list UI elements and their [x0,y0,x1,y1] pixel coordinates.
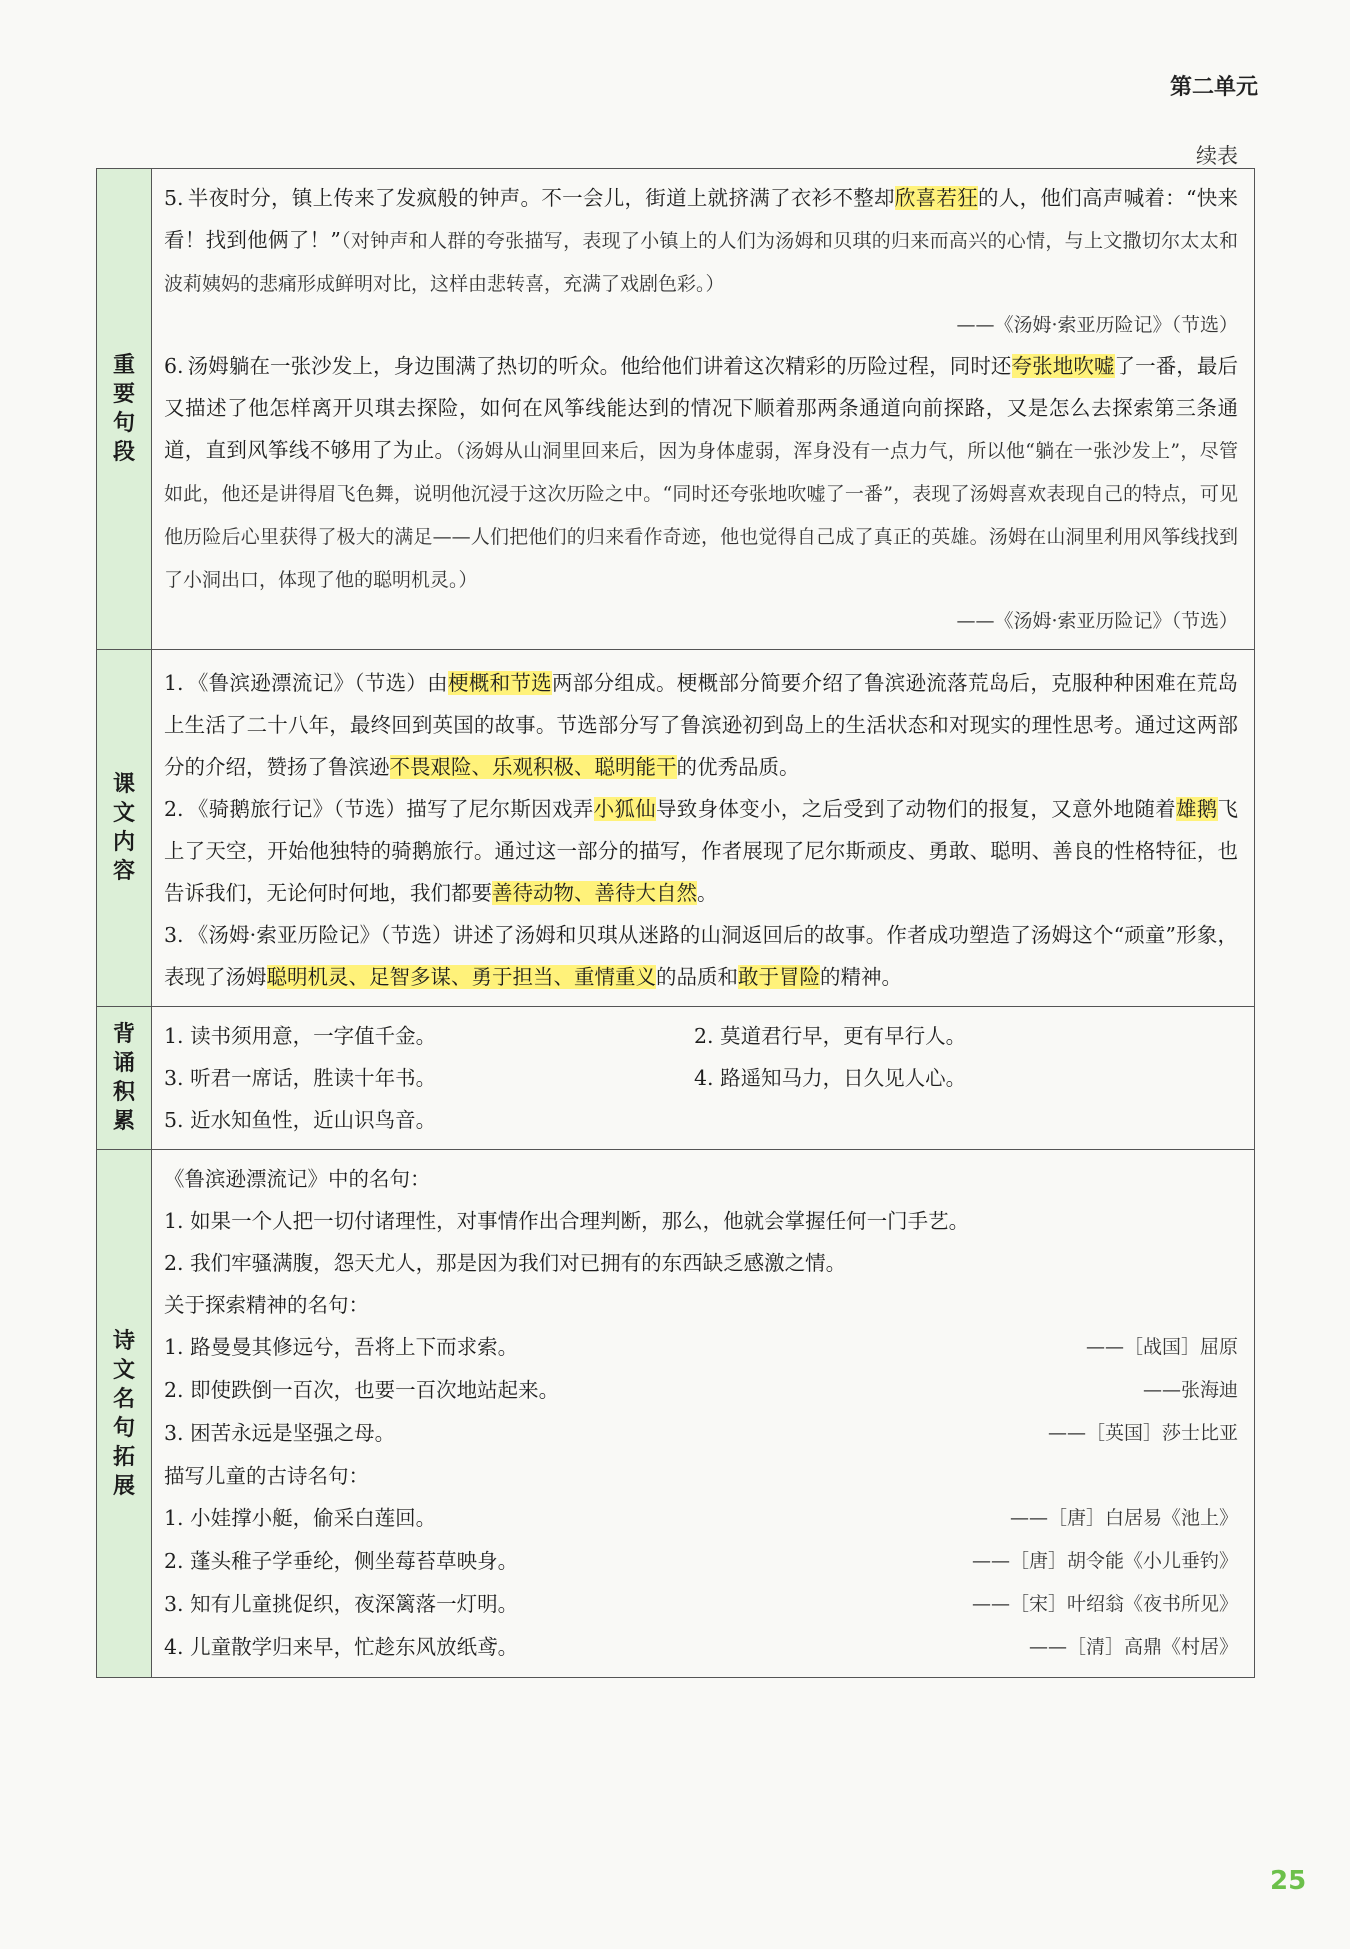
quote-author: ——［清］高鼎《村居》 [1028,1636,1238,1658]
quote-text: 1. 路曼曼其修远兮，吾将上下而求索。 [164,1335,519,1359]
passage-text: 半夜时分，镇上传来了发疯般的钟声。不一会儿，街道上就挤满了衣衫不整却 [187,186,895,210]
quote-item: 1. 如果一个人把一切付诸理性，对事情作出合理判断，那么，他就会掌握任何一门手艺。 [164,1209,970,1233]
content-item-1 [164,662,1238,788]
recite-list [164,1015,1238,1141]
quote-author: ——［宋］叶绍翁《夜书所见》 [971,1593,1238,1615]
quote-text: 3. 知有儿童挑促织，夜深篱落一灯明。 [164,1592,519,1616]
row-text-content [97,650,1255,1007]
content-item-2 [164,788,1238,914]
quote-group-title: 《鲁滨逊漂流记》中的名句： [164,1167,431,1191]
unit-title: 第二单元 [1169,75,1258,100]
passage-5 [164,177,1238,345]
quote-text: 2. 蓬头稚子学垂纶，侧坐莓苔草映身。 [164,1549,519,1573]
item-text: 的精神。 [820,965,902,989]
highlight: 小狐仙 [593,797,656,821]
quote-item [164,1583,1238,1626]
passage-number: 5. [164,186,184,210]
recite-item: 5. 近水知鱼性，近山识鸟音。 [164,1108,437,1132]
section-label-quotes: 诗文名句拓展 [112,1328,135,1499]
page-number: 25 [1270,1866,1307,1896]
highlight: 善待动物、善待大自然 [492,881,697,905]
row-quotes [97,1150,1255,1678]
quote-author: ——［英国］莎士比亚 [1047,1422,1238,1444]
passage-number: 6. [164,354,184,378]
quote-group-title: 描写儿童的古诗名句： [164,1464,369,1488]
row-recitation [97,1007,1255,1150]
highlight: 聪明机灵、足智多谋、勇于担当、重情重义 [266,965,656,989]
quote-item [164,1326,1238,1369]
highlight: 欣喜若狂 [894,186,979,210]
content-item-3 [164,914,1238,998]
annotation-note: （对钟声和人群的夸张描写，表现了小镇上的人们为汤姆和贝琪的归来而高兴的心情，与上文撒切尔太太和波莉姨妈的悲痛形成鲜明对比，这样由悲转喜，充满了戏剧色彩。） [164,230,1238,295]
passage-text: 汤姆躺在一张沙发上，身边围满了热切的听众。他给他们讲着这次精彩的历险过程，同时还 [187,354,1012,378]
quote-author: ——［唐］白居易《池上》 [1009,1507,1238,1529]
quote-item [164,1369,1238,1412]
section-label-important: 重要句段 [112,353,135,465]
section-label-recite: 背诵积累 [112,1022,135,1134]
item-text: 的优秀品质。 [676,755,800,779]
passage-text: 的人，他们高声喊着：“快来看！找到他俩了！” [164,186,1239,252]
label-cell-content [97,650,152,1007]
quote-text: 3. 困苦永远是坚强之母。 [164,1421,396,1445]
summary-table [96,168,1255,1678]
item-text: 。 [697,881,718,905]
highlight: 敢于冒险 [738,965,820,989]
highlight: 梗概和节选 [447,671,552,695]
recite-item: 4. 路遥知马力，日久见人心。 [694,1066,967,1090]
item-text: 的品质和 [656,965,738,989]
item-text: 导致身体变小，之后受到了动物们的报复，又意外地随着 [655,797,1176,821]
continued-label: 续表 [1196,144,1238,168]
item-number: 2. [164,797,184,821]
source-citation: ——《汤姆·索亚历险记》（节选） [956,314,1238,336]
quote-group-title: 关于探索精神的名句： [164,1293,369,1317]
quote-text: 4. 儿童散学归来早，忙趁东风放纸鸢。 [164,1635,519,1659]
content-cell-content [152,650,1255,1007]
content-cell-quotes [152,1150,1255,1678]
annotation-note: （汤姆从山洞里回来后，因为身体虚弱，浑身没有一点力气，所以他“躺在一张沙发上”，尽管如此，他还是讲得眉飞色舞，说明他沉浸于这次历险之中。“同时还夸张地吹嘘了一番”，表现了汤姆喜欢表现自己的特点，可见他历险后心里获得了极大的满足——人们把他们的归来看作奇迹，他也觉得自己成了真正的英雄。汤姆在山洞里利用风筝线找到了小洞出口，体现了他的聪明机灵。） [164,440,1238,591]
recite-item: 1. 读书须用意，一字值千金。 [164,1024,437,1048]
quote-text: 1. 小娃撑小艇，偷采白莲回。 [164,1506,437,1530]
quote-item [164,1497,1238,1540]
quote-item [164,1412,1238,1455]
quote-item [164,1540,1238,1583]
item-text: 《汤姆·索亚历险记》（节选）讲述了汤姆和贝琪从迷路的山洞返回后的故事。作者成功塑造了汤姆这个“顽童”形象，表现了汤姆 [164,923,1238,989]
item-text: 飞上了天空，开始他独特的骑鹅旅行。通过这一部分的描写，作者展现了尼尔斯顽皮、勇敢、聪明、善良的性格特征，也告诉我们，无论何时何地，我们都要 [164,797,1239,905]
item-text: 《骑鹅旅行记》（节选）描写了尼尔斯因戏弄 [187,797,594,821]
recite-item: 2. 莫道君行早，更有早行人。 [694,1024,967,1048]
source-citation: ——《汤姆·索亚历险记》（节选） [956,610,1238,632]
quote-author: ——［唐］胡令能《小儿垂钓》 [971,1550,1238,1572]
item-text: 两部分组成。梗概部分简要介绍了鲁滨逊流落荒岛后，克服种种困难在荒岛上生活了二十八年，最终回到英国的故事。节选部分写了鲁滨逊初到岛上的生活状态和对现实的理性思考。通过这两部分的介绍，赞扬了鲁滨逊 [164,671,1239,779]
label-cell-recite [97,1007,152,1150]
highlight: 雄鹅 [1175,797,1218,821]
row-important-passages [97,169,1255,650]
quote-text: 2. 即使跌倒一百次，也要一百次地站起来。 [164,1378,560,1402]
label-cell-quotes [97,1150,152,1678]
content-cell-recite [152,1007,1255,1150]
content-cell-important [152,169,1255,650]
quote-author: ——张海迪 [1142,1379,1238,1401]
quote-item [164,1626,1238,1669]
quote-author: ——［战国］屈原 [1085,1336,1238,1358]
item-number: 1. [164,671,184,695]
item-text: 《鲁滨逊漂流记》（节选）由 [187,671,448,695]
passage-6 [164,345,1238,641]
highlight: 不畏艰险、乐观积极、聪明能干 [389,755,677,779]
passage-text: 了一番，最后又描述了他怎样离开贝琪去探险，如何在风筝线能达到的情况下顺着那两条通道向前探路，又是怎么去探索第三条通道，直到风筝线不够用了为止。 [164,354,1238,462]
recite-item: 3. 听君一席话，胜读十年书。 [164,1066,437,1090]
quote-item: 2. 我们牢骚满腹，怨天尤人，那是因为我们对已拥有的东西缺乏感激之情。 [164,1251,847,1275]
label-cell-important [97,169,152,650]
highlight: 夸张地吹嘘 [1011,354,1115,378]
section-label-content: 课文内容 [112,772,135,884]
item-number: 3. [164,923,184,947]
